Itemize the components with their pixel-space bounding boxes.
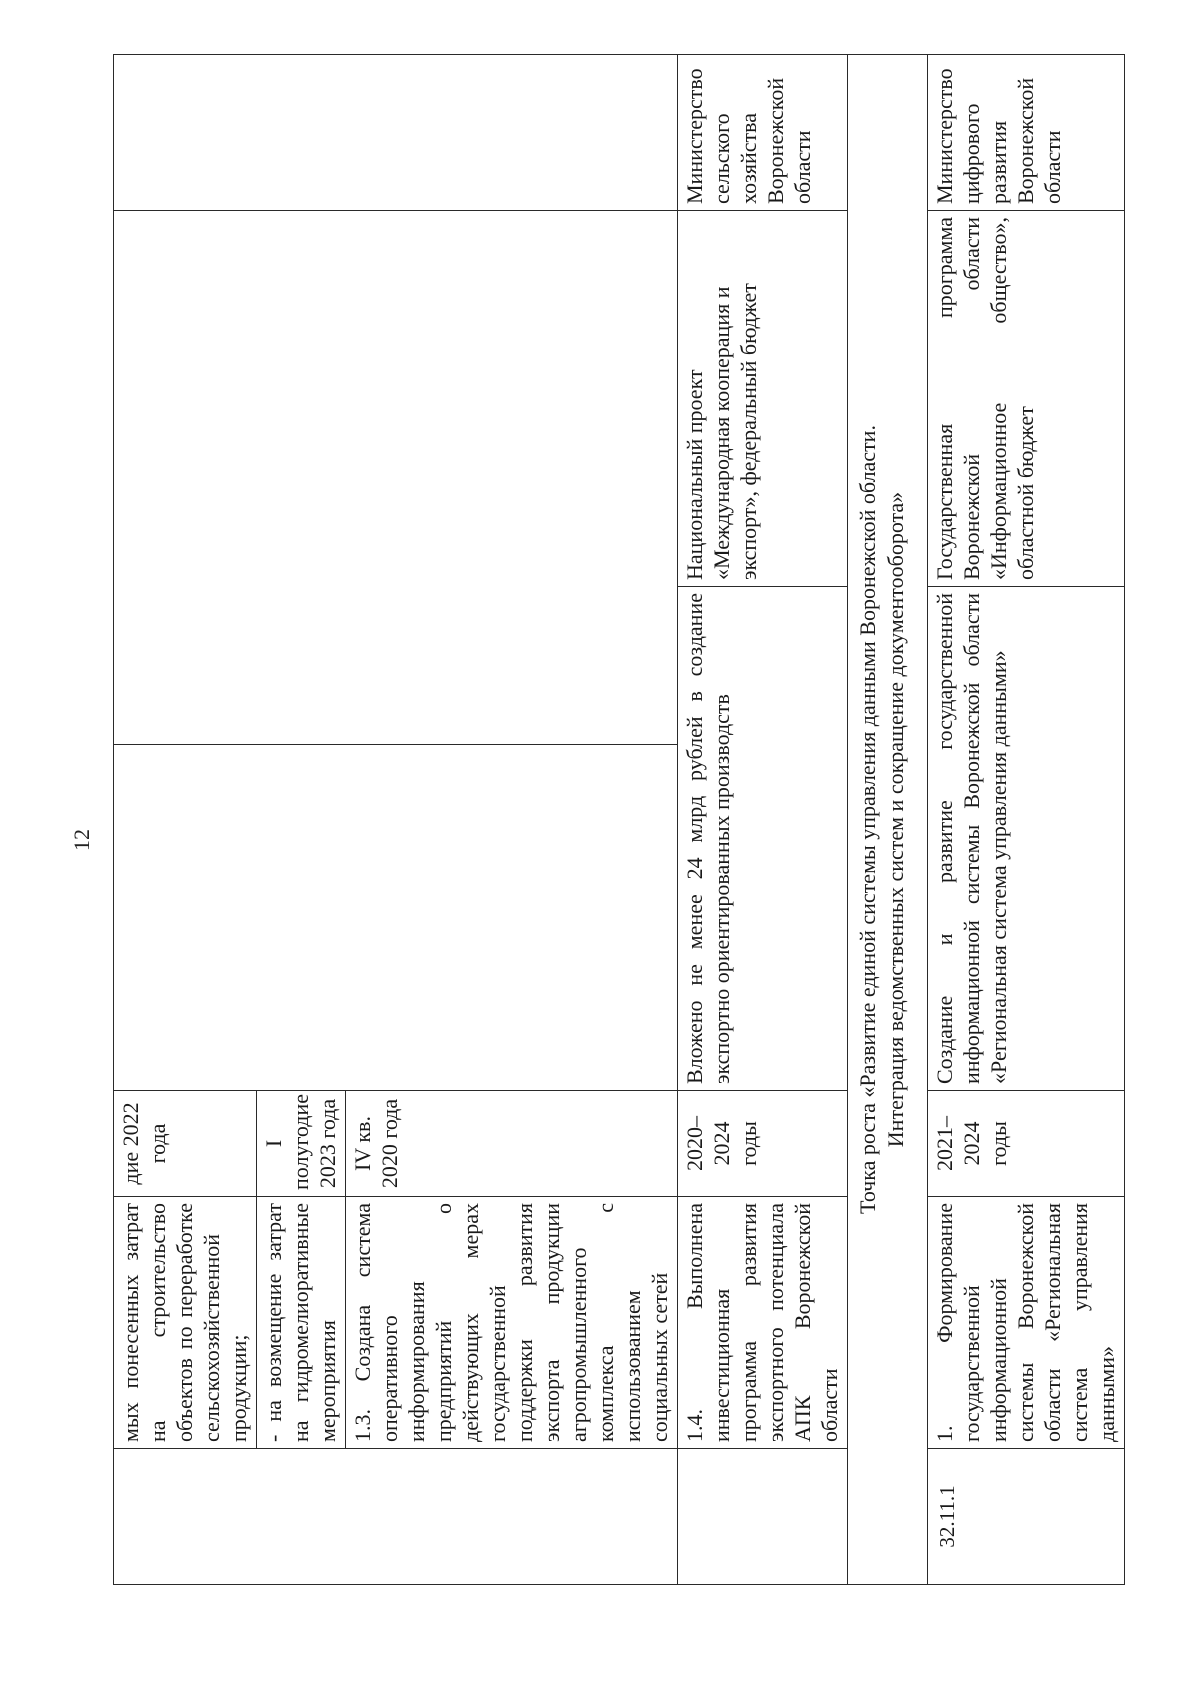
event-cell: 1. Формирование государственной информационной системы Воронежской области «Региональная система управления данными» <box>928 1197 1125 1449</box>
growth-point-line: Точка роста «Развитие единой системы управления данными Воронежской области. <box>855 425 880 1214</box>
result-cell: Создание и развитие государственной информационной системы Воронежской области «Региональная система управления данными» <box>928 587 1125 1091</box>
row-id-cell: 32.11.1 <box>928 1449 1125 1585</box>
growth-point-line: Интеграция ведомственных систем и сокращение документооборота» <box>883 491 908 1148</box>
rotated-table-sheet <box>113 55 1119 1585</box>
period-cell: 2021–2024 годы <box>928 1091 1125 1197</box>
event-cell: мых понесенных затрат на строительство объектов по переработке сельскохозяйственной продукции; <box>114 1197 257 1449</box>
table-row <box>678 55 848 1585</box>
period-cell: дие 2022 года <box>114 1091 257 1197</box>
table-row <box>848 55 928 1585</box>
executor-cell <box>114 55 678 211</box>
table-row <box>928 55 1125 1585</box>
measures-table <box>113 54 1125 1585</box>
result-cell: Вложено не менее 24 млрд рублей в создание экспортно ориентированных производств <box>678 587 848 1091</box>
row-id-cell <box>114 1449 678 1585</box>
executor-cell: Министерство цифрового развития Воронежской области <box>928 55 1125 211</box>
row-id-cell <box>678 1449 848 1585</box>
source-cell: Национальный проект «Международная кооперация и экспорт», федеральный бюджет <box>678 211 848 587</box>
source-cell: Государственная программа Воронежской области «Информационное общество», областной бюджет <box>928 211 1125 587</box>
event-cell: 1.3. Создана система оперативного информирования предприятий о действующих мерах государственной поддержки развития экспорта продукции агропромышленного комплекса с использованием социальных сетей <box>346 1197 678 1449</box>
result-cell <box>114 745 678 1091</box>
event-cell: - на возмещение затрат на гидромелиоративные мероприятия <box>257 1197 346 1449</box>
source-cell <box>114 211 678 745</box>
event-cell: 1.4. Выполнена инвестиционная программа развития экспортного потенциала АПК Воронежской области <box>678 1197 848 1449</box>
period-cell: IV кв. 2020 года <box>346 1091 678 1197</box>
executor-cell: Министерство сельского хозяйства Воронежской области <box>678 55 848 211</box>
growth-point-heading <box>848 55 928 1585</box>
page-number: 12 <box>69 829 94 851</box>
table-row <box>114 55 257 1585</box>
period-cell: 2020–2024 годы <box>678 1091 848 1197</box>
period-cell: I полугодие 2023 года <box>257 1091 346 1197</box>
